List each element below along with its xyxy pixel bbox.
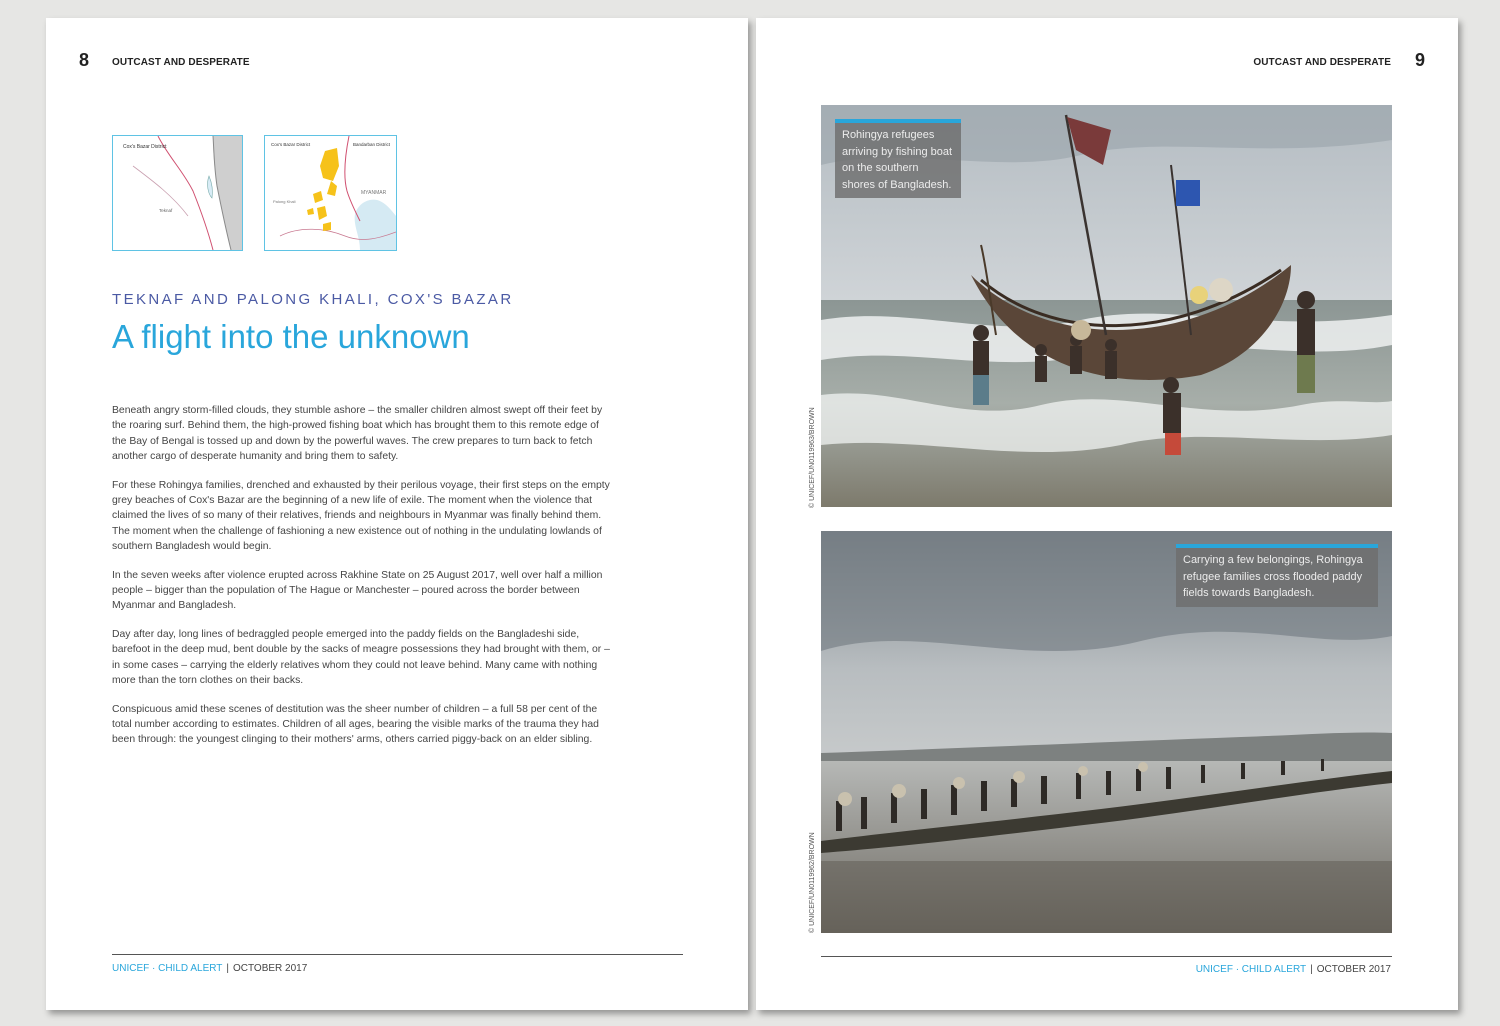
footer-separator: | [226, 963, 229, 974]
page-number: 8 [79, 50, 90, 70]
page-footer [1196, 964, 1391, 975]
article-headline: A flight into the unknown [112, 318, 470, 355]
article-body [112, 403, 616, 761]
footer-brand: UNICEF · CHILD ALERT [1195, 964, 1307, 975]
map-label: Cox's Bazar District [123, 144, 167, 150]
photo-caption: Carrying a few belongings, Rohingya refugee families cross flooded paddy fields towards Bangladesh. [1176, 544, 1378, 607]
photo-credit: © UNICEF/UN0119963/BROWN [809, 407, 816, 508]
footer-rule [821, 956, 1392, 957]
map-label: Palong Khali [273, 199, 296, 204]
footer-brand: UNICEF · CHILD ALERT [112, 963, 223, 974]
body-paragraph: Day after day, long lines of bedraggled people emerged into the paddy fields on the Bangladeshi side, barefoot in the deep mud, bent double by the sacks of meagre possessions they had brought with them, or – in some cases – carrying the elderly relatives whom they could not leave behind. Many came with nothing more than the torn clothes on their backs. [112, 629, 610, 686]
section-kicker: TEKNAF AND PALONG KHALI, COX'S BAZAR [112, 291, 514, 308]
map-label: MYANMAR [361, 190, 387, 196]
page-number: 9 [1414, 50, 1425, 70]
map-label: Teknaf [159, 208, 173, 213]
right-page [756, 18, 1458, 1010]
body-paragraph: For these Rohingya families, drenched and exhausted by their perilous voyage, their first steps on the empty grey beaches of Cox's Bazar are the beginning of a new life of exile. The moment when the violence that claimed the lives of so many of their relatives, friends and neighbours in Myanmar was finally behind them. The moment when the challenge of fashioning a new existence out of nothing in the undulating lowlands of southern Bangladesh would begin. [112, 479, 610, 552]
body-paragraph: In the seven weeks after violence erupted across Rakhine State on 25 August 2017, well over half a million people – bigger than the population of The Hague or Manchester – poured across the border between Myanmar and Bangladesh. [112, 569, 603, 612]
left-page [46, 18, 748, 1010]
footer-date: OCTOBER 2017 [1316, 964, 1391, 975]
map-palong-khali [264, 135, 397, 251]
map-label: Bandarban District [353, 142, 391, 147]
page-footer [112, 963, 307, 974]
footer-rule [112, 954, 683, 955]
footer-separator: | [1310, 964, 1313, 975]
running-head: OUTCAST AND DESPERATE [112, 57, 250, 68]
body-paragraph: Beneath angry storm-filled clouds, they stumble ashore – the smaller children almost swept off their feet by the roaring surf. Behind them, the high-prowed fishing boat which has brought them to this remote edge of the Bay of Bengal is tossed up and down by the powerful waves. The crew prepares to turn back to fetch another cargo of desperate humanity and bring them to safety. [112, 405, 603, 462]
photo-credit: © UNICEF/UN0119962/BROWN [809, 832, 816, 933]
map-label: Cox's Bazar District [271, 142, 311, 147]
running-head: OUTCAST AND DESPERATE [1253, 57, 1391, 68]
body-paragraph: Conspicuous amid these scenes of destitution was the sheer number of children – a full 58 per cent of the total number according to estimates. Children of all ages, bearing the visible marks of the trauma they had been through: the youngest clinging to their mothers' arms, others carried piggy-back on an elder sibling. [112, 703, 599, 746]
photo-caption: Rohingya refugees arriving by fishing boat on the southern shores of Bangladesh. [835, 119, 961, 198]
map-teknaf [112, 135, 243, 251]
footer-date: OCTOBER 2017 [233, 963, 308, 974]
